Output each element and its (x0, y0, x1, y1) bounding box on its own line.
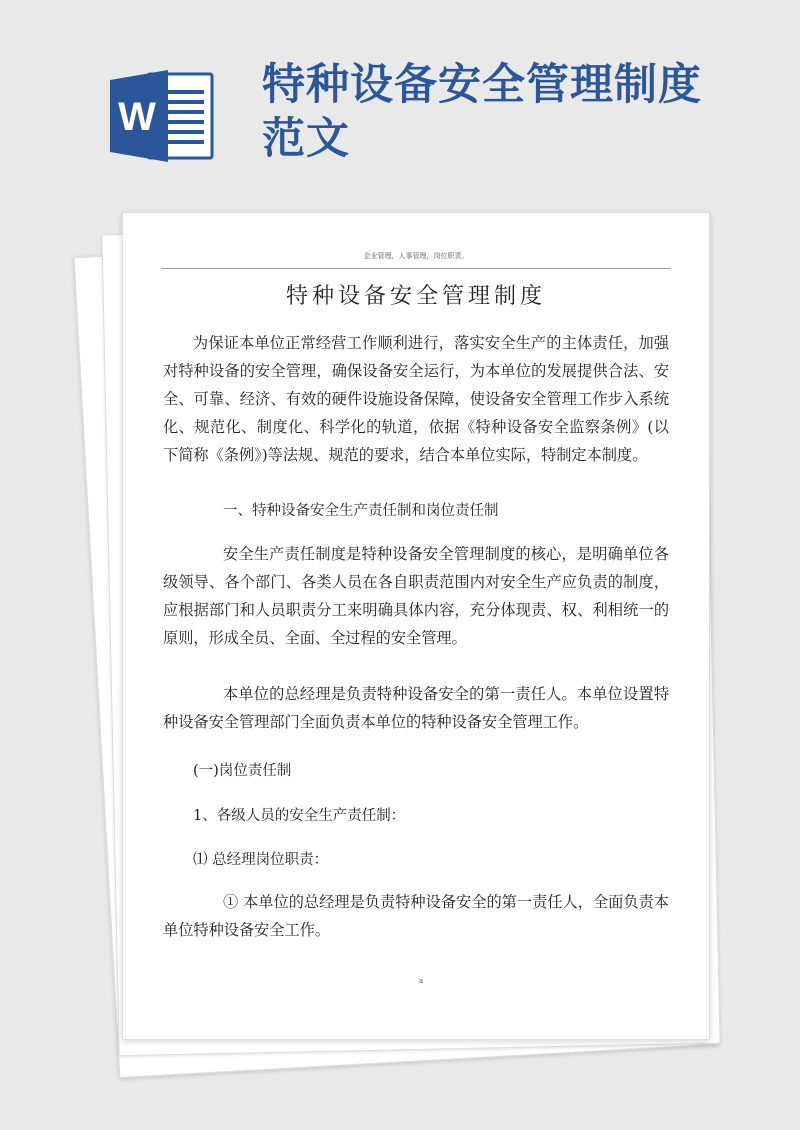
section-heading: 一、特种设备安全生产责任制和岗位责任制 (223, 503, 499, 519)
running-header: 企业管理，人事管理，岗位职责。 (363, 252, 469, 260)
page-title: 特种设备安全管理制度范文 (262, 60, 702, 164)
list-item: ① 本单位的总经理是负责特种设备安全的第一责任人，全面负责本单位特种设备安全工作。 (163, 893, 669, 939)
document-page (122, 212, 710, 1040)
word-logo-icon (110, 68, 214, 164)
list-item: ⑴ 总经理岗位职责： (193, 852, 329, 868)
word-logo-letter: W (118, 95, 156, 139)
page-mark: a (419, 977, 424, 985)
intro-paragraph: 为保证本单位正常经营工作顺利进行，落实安全生产的主体责任，加强对特种设备的安全管理，确保设备安全运行，为本单位的发展提供合法、安全、可靠、经济、有效的硬件设施设备保障，使设备安全管理工作步入系统化、规范化、制度化、科学化的轨道，依据《特种设备安全监察条例》(以下简称《条例》)等法规、规范的要求，结合本单位实际，特制定本制度。 (163, 334, 669, 464)
body-paragraph: 本单位的总经理是负责特种设备安全的第一责任人。本单位设置特种设备安全管理部门全面负责本单位的特种设备安全管理工作。 (163, 685, 669, 731)
header-divider (161, 268, 671, 269)
subsection-heading: (一)岗位责任制 (193, 763, 292, 779)
list-item: 1、各级人员的安全生产责任制： (193, 808, 406, 824)
document-title: 特种设备安全管理制度 (285, 284, 546, 309)
body-paragraph: 安全生产责任制度是特种设备安全管理制度的核心，是明确单位各级领导、各个部门、各类人员在各自职责范围内对安全生产应负责的制度，应根据部门和人员职责分工来明确具体内容，充分体现责、权、利相统一的原则，形成全员、全面、全过程的安全管理。 (163, 545, 669, 647)
